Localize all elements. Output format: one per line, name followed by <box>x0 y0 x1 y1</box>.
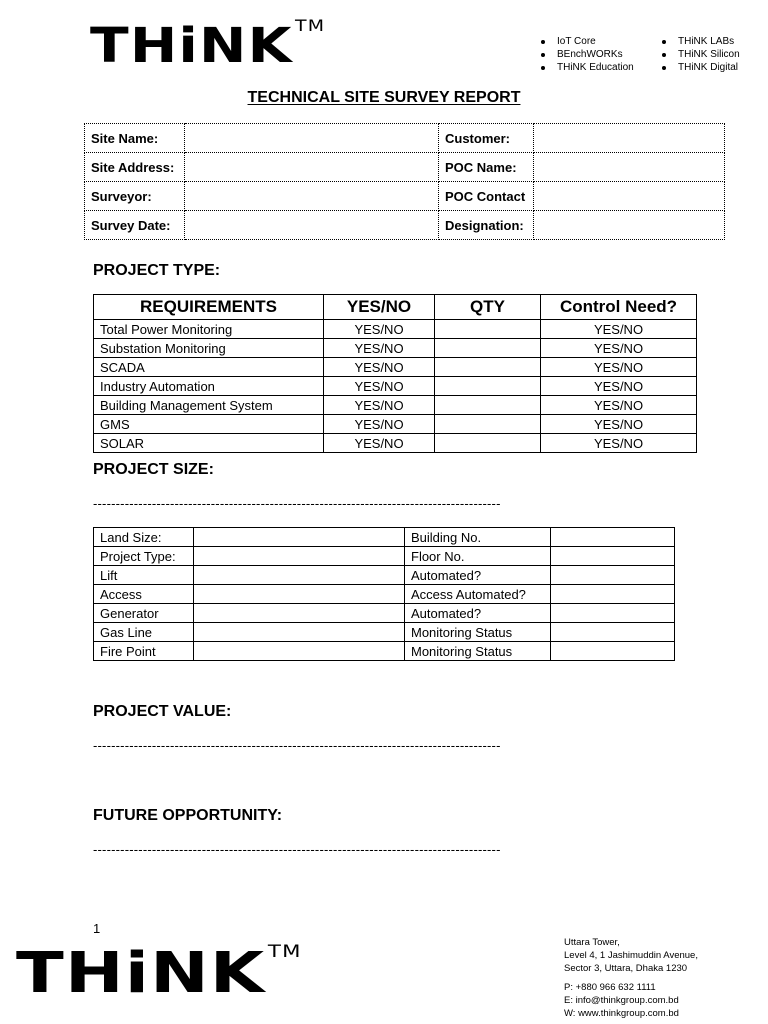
table-row <box>94 415 697 434</box>
bullet-icon <box>662 53 666 57</box>
value-field[interactable] <box>551 604 675 623</box>
value-field[interactable] <box>551 642 675 661</box>
project-value-heading: PROJECT VALUE: <box>93 703 232 720</box>
yes-no-field[interactable]: YES/NO <box>324 377 435 396</box>
control-need-field[interactable]: YES/NO <box>541 415 697 434</box>
site-address-field[interactable] <box>185 153 439 182</box>
project-size-line[interactable]: ------------------------------------------------------------------------------------------ <box>93 496 501 511</box>
control-need-field[interactable]: YES/NO <box>541 377 697 396</box>
bullet-icon <box>541 53 545 57</box>
table-row <box>94 547 675 566</box>
qty-field[interactable] <box>435 377 541 396</box>
logo-text: THiNK <box>16 941 266 1006</box>
field-label: Generator <box>94 604 194 623</box>
column-header: REQUIREMENTS <box>94 295 324 320</box>
requirement-name: Total Power Monitoring <box>94 320 324 339</box>
yes-no-field[interactable]: YES/NO <box>324 434 435 453</box>
field-label: Fire Point <box>94 642 194 661</box>
qty-field[interactable] <box>435 415 541 434</box>
control-need-field[interactable]: YES/NO <box>541 320 697 339</box>
field-label: Gas Line <box>94 623 194 642</box>
qty-field[interactable] <box>435 320 541 339</box>
field-label: Monitoring Status <box>405 642 551 661</box>
report-title: TECHNICAL SITE SURVEY REPORT <box>247 89 521 106</box>
future-opportunity-heading: FUTURE OPPORTUNITY: <box>93 807 283 824</box>
table-row <box>94 434 697 453</box>
requirement-name: Industry Automation <box>94 377 324 396</box>
field-label: Floor No. <box>405 547 551 566</box>
yes-no-field[interactable]: YES/NO <box>324 339 435 358</box>
table-row <box>85 182 725 211</box>
requirement-name: SOLAR <box>94 434 324 453</box>
field-label: Automated? <box>405 604 551 623</box>
logo-text: THiNK <box>90 18 293 74</box>
designation-field[interactable] <box>534 211 725 240</box>
table-row <box>94 396 697 415</box>
bullet-icon <box>541 66 545 70</box>
column-header: Control Need? <box>541 295 697 320</box>
control-need-field[interactable]: YES/NO <box>541 396 697 415</box>
yes-no-field[interactable]: YES/NO <box>324 415 435 434</box>
value-field[interactable] <box>194 642 405 661</box>
control-need-field[interactable]: YES/NO <box>541 339 697 358</box>
poc-name-field[interactable] <box>534 153 725 182</box>
brands-list-left <box>541 35 634 74</box>
value-field[interactable] <box>551 585 675 604</box>
project-value-line[interactable]: ------------------------------------------------------------------------------------------ <box>93 738 501 753</box>
value-field[interactable] <box>194 604 405 623</box>
surveyor-field[interactable] <box>185 182 439 211</box>
yes-no-field[interactable]: YES/NO <box>324 396 435 415</box>
field-label: Survey Date: <box>85 211 185 240</box>
table-header-row <box>94 295 697 320</box>
table-row <box>94 585 675 604</box>
bullet-icon <box>662 66 666 70</box>
field-label: Land Size: <box>94 528 194 547</box>
value-field[interactable] <box>194 566 405 585</box>
future-opportunity-line[interactable]: ------------------------------------------------------------------------------------------ <box>93 842 501 857</box>
site-info-table <box>84 123 725 240</box>
field-label: POC Name: <box>439 153 534 182</box>
brand-item: IoT Core <box>541 35 634 48</box>
table-row <box>94 358 697 377</box>
value-field[interactable] <box>551 566 675 585</box>
table-row <box>94 604 675 623</box>
field-label: Lift <box>94 566 194 585</box>
control-need-field[interactable]: YES/NO <box>541 434 697 453</box>
table-row <box>85 124 725 153</box>
address-line: Level 4, 1 Jashimuddin Avenue, <box>564 950 698 961</box>
control-need-field[interactable]: YES/NO <box>541 358 697 377</box>
yes-no-field[interactable]: YES/NO <box>324 358 435 377</box>
company-logo <box>90 16 326 74</box>
brand-item: THiNK LABs <box>662 35 740 48</box>
address-line: Uttara Tower, <box>564 937 620 948</box>
requirement-name: Building Management System <box>94 396 324 415</box>
field-label: Designation: <box>439 211 534 240</box>
value-field[interactable] <box>194 585 405 604</box>
logo-trademark: TM <box>267 942 302 962</box>
table-row <box>94 377 697 396</box>
brands-list-right <box>662 35 740 74</box>
requirement-name: Substation Monitoring <box>94 339 324 358</box>
field-label: Site Name: <box>85 124 185 153</box>
site-name-field[interactable] <box>185 124 439 153</box>
value-field[interactable] <box>551 623 675 642</box>
value-field[interactable] <box>551 547 675 566</box>
field-label: Automated? <box>405 566 551 585</box>
value-field[interactable] <box>194 528 405 547</box>
qty-field[interactable] <box>435 396 541 415</box>
field-label: Building No. <box>405 528 551 547</box>
survey-date-field[interactable] <box>185 211 439 240</box>
website-line: W: www.thinkgroup.com.bd <box>564 1008 679 1019</box>
company-address <box>564 936 698 1020</box>
field-label: Customer: <box>439 124 534 153</box>
project-size-table <box>93 527 675 661</box>
logo-trademark: TM <box>295 16 326 35</box>
requirement-name: SCADA <box>94 358 324 377</box>
table-row <box>85 211 725 240</box>
field-label: Access Automated? <box>405 585 551 604</box>
field-label: Access <box>94 585 194 604</box>
email-line: E: info@thinkgroup.com.bd <box>564 995 679 1006</box>
brand-item: THiNK Silicon <box>662 48 740 61</box>
field-label: Site Address: <box>85 153 185 182</box>
value-field[interactable] <box>194 547 405 566</box>
footer-logo <box>16 941 302 1006</box>
table-row <box>94 339 697 358</box>
column-header: YES/NO <box>324 295 435 320</box>
project-size-heading: PROJECT SIZE: <box>93 461 214 478</box>
value-field[interactable] <box>194 623 405 642</box>
field-label: POC Contact <box>439 182 534 211</box>
qty-field[interactable] <box>435 434 541 453</box>
table-row <box>94 642 675 661</box>
bullet-icon <box>662 40 666 44</box>
brand-item: BEnchWORKs <box>541 48 634 61</box>
customer-field[interactable] <box>534 124 725 153</box>
field-label: Monitoring Status <box>405 623 551 642</box>
brand-item: THiNK Digital <box>662 61 740 74</box>
phone-line: P: +880 966 632 1111 <box>564 982 656 993</box>
yes-no-field[interactable]: YES/NO <box>324 320 435 339</box>
bullet-icon <box>541 40 545 44</box>
poc-contact-field[interactable] <box>534 182 725 211</box>
table-row <box>94 623 675 642</box>
table-row <box>94 566 675 585</box>
address-line: Sector 3, Uttara, Dhaka 1230 <box>564 963 688 974</box>
qty-field[interactable] <box>435 339 541 358</box>
table-row <box>94 320 697 339</box>
requirements-table <box>93 294 697 453</box>
table-row <box>85 153 725 182</box>
column-header: QTY <box>435 295 541 320</box>
value-field[interactable] <box>551 528 675 547</box>
qty-field[interactable] <box>435 358 541 377</box>
field-label: Surveyor: <box>85 182 185 211</box>
requirement-name: GMS <box>94 415 324 434</box>
table-row <box>94 528 675 547</box>
brand-item: THiNK Education <box>541 61 634 74</box>
page-number: 1 <box>93 921 101 936</box>
field-label: Project Type: <box>94 547 194 566</box>
project-type-heading: PROJECT TYPE: <box>93 262 221 279</box>
